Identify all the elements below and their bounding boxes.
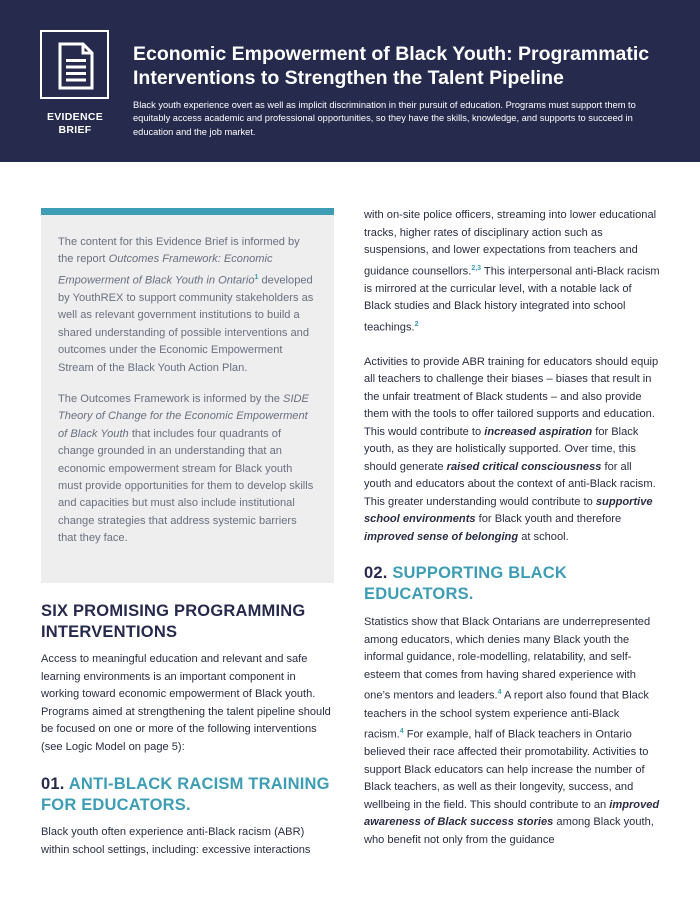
section-1-heading: 01. ANTI-BLACK RACISM TRAINING FOR EDUCATORS. (41, 775, 330, 814)
header-banner (0, 0, 700, 162)
page-subtitle: Black youth experience overt as well as implicit discrimination in their pursuit of education. Programs must support them to equitably access academic and professional opportunities, so they have the skills, knowledge, and supports to succeed in education and the job market. (133, 100, 636, 137)
evidence-brief-label: EVIDENCE BRIEF (46, 111, 104, 136)
intro-paragraph: Access to meaningful education and relevant and safe learning environments is an important component in working toward economic empowerment of Black youth. Programs aimed at strengthening the talent pipeline should be focused on one or more of the following interventions (see Logic Model on page 5): (41, 653, 331, 753)
section-2-body: Statistics show that Black Ontarians are underrepresented among educators, which denies many Black youth the informal guidance, role-modelling, relatability, and self-esteem that comes from having shared experience with one’s mentors and leaders.$^4$ A report also found that Black teachers in the school system experience anti-Black racism.$^4$ For example, half of Black teachers in Ontario believed their race affected their promotability. Activities to support Black educators can help increase the number of Black teachers, as well as their longevity, success, and wellbeing in the field. This should contribute to an improved awareness of Black success stories among Black youth, who benefit not only from the guidance (364, 616, 660, 846)
section-2-heading: 02. SUPPORTING BLACK EDUCATORS. (364, 564, 567, 604)
evidence-brief-badge (40, 30, 109, 99)
section-1-body-continued: with on-site police officers, streaming into lower educational tracks, higher rates of disciplinary action such as suspensions, and lower expectations from teachers and guidance counsellors.$^{2,3}$ This interpersonal anti-Black racism is mirrored at the curricular level, with a notable lack of Black studies and Black history integrated into school teachings.$^2$ (364, 209, 660, 334)
callout-paragraph-2: The Outcomes Framework is informed by the SIDE Theory of Change for the Economic Empowerment of Black Youth that includes four quadrants of change grounded in an understanding that an economic empowerment stream for Black youth must provide opportunities for them to develop skills and capacities but must also include institutional change strategies that address systemic barriers that they face. (58, 392, 314, 545)
document-icon (57, 41, 95, 91)
source-callout (41, 208, 334, 583)
main-heading: SIX PROMISING PROGRAMMING INTERVENTIONS (41, 602, 306, 641)
left-column (41, 208, 334, 859)
callout-paragraph-1: The content for this Evidence Brief is informed by the report Outcomes Framework: Economic Empowerment of Black Youth in Ontario$^1$ developed by YouthREX to support community stakeholders as well as relevant government institutions to build a shared understanding of possible interventions and outcomes under the Economic Empowerment Stream of the Black Youth Action Plan. (58, 236, 314, 374)
right-column (364, 207, 660, 849)
page-title: Economic Empowerment of Black Youth: Programmatic Interventions to Strengthen the Talent Pipeline (133, 43, 650, 89)
section-1-body-start: Black youth often experience anti-Black racism (ABR) within school settings, including: excessive interactions (41, 826, 311, 856)
section-1-paragraph-2: Activities to provide ABR training for educators should equip all teachers to challenge their biases – biases that result in the unfair treatment of Black students – and also provide them with the tools to offer tailored supports and education. This would contribute to increased aspiration for Black youth, as they are holistically supported. Over time, this should generate raised critical consciousness for all youth and educators about the context of anti-Black racism. This greater understanding would contribute to supportive school environments for Black youth and therefore improved sense of belonging at school. (364, 355, 659, 543)
